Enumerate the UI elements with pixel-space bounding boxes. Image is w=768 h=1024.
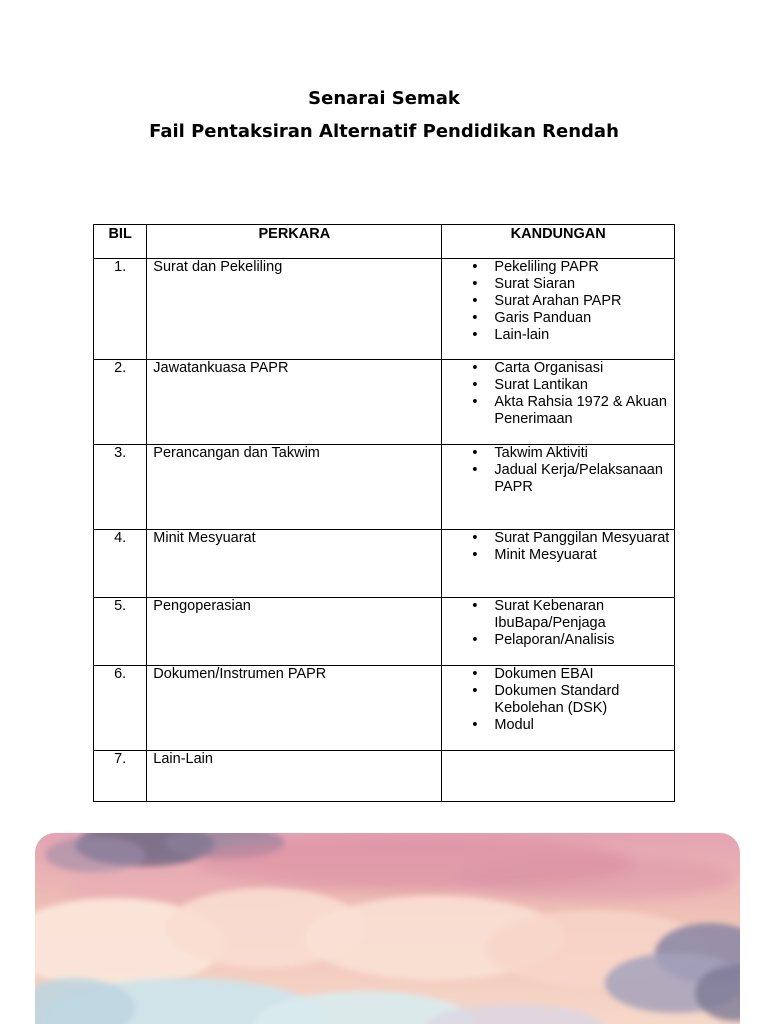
- cell-perkara: Perancangan dan Takwim: [147, 445, 442, 530]
- list-item: • Lain-lain: [494, 327, 674, 344]
- document-subtitle: Fail Pentaksiran Alternatif Pendidikan Rendah: [149, 121, 619, 142]
- list-item: • Dokumen EBAI: [494, 666, 674, 683]
- list-item: • Surat Siaran: [494, 276, 674, 293]
- checklist-table: [93, 224, 675, 802]
- cell-bil: 2.: [94, 360, 147, 445]
- list-item: • Dokumen Standard Kebolehan (DSK): [494, 683, 674, 717]
- list-item: • Akta Rahsia 1972 & Akuan Penerimaan: [494, 394, 674, 428]
- content-list: [442, 259, 674, 344]
- cell-perkara: Pengoperasian: [147, 598, 442, 666]
- cell-bil: 6.: [94, 666, 147, 751]
- cell-perkara: Minit Mesyuarat: [147, 530, 442, 598]
- content-list: [442, 530, 674, 564]
- list-item: • Surat Lantikan: [494, 377, 674, 394]
- cell-perkara: Dokumen/Instrumen PAPR: [147, 666, 442, 751]
- table-row: [94, 666, 675, 751]
- cell-bil: 4.: [94, 530, 147, 598]
- content-list: [442, 360, 674, 428]
- cell-kandungan: [442, 530, 675, 598]
- table-row: [94, 360, 675, 445]
- list-item: • Takwim Aktiviti: [494, 445, 674, 462]
- document-title: Senarai Semak: [308, 88, 460, 109]
- table-header-row: [94, 225, 675, 259]
- content-list: [442, 598, 674, 649]
- cell-bil: 1.: [94, 259, 147, 360]
- cell-kandungan: [442, 445, 675, 530]
- list-item: • Surat Kebenaran IbuBapa/Penjaga: [494, 598, 674, 632]
- table-row: [94, 530, 675, 598]
- cell-kandungan: [442, 360, 675, 445]
- header-perkara: PERKARA: [147, 225, 442, 259]
- table-row: [94, 445, 675, 530]
- list-item: • Carta Organisasi: [494, 360, 674, 377]
- cell-perkara: Surat dan Pekeliling: [147, 259, 442, 360]
- list-item: • Modul: [494, 717, 674, 734]
- table-row: [94, 259, 675, 360]
- cell-kandungan: [442, 259, 675, 360]
- content-list: [442, 445, 674, 496]
- list-item: • Surat Arahan PAPR: [494, 293, 674, 310]
- list-item: • Surat Panggilan Mesyuarat: [494, 530, 674, 547]
- list-item: • Garis Panduan: [494, 310, 674, 327]
- cell-bil: 3.: [94, 445, 147, 530]
- cell-kandungan: [442, 751, 675, 802]
- header-bil: BIL: [94, 225, 147, 259]
- list-item: • Minit Mesyuarat: [494, 547, 674, 564]
- content-list: [442, 666, 674, 734]
- cell-kandungan: [442, 666, 675, 751]
- cell-perkara: Lain-Lain: [147, 751, 442, 802]
- cell-kandungan: [442, 598, 675, 666]
- table-row: [94, 751, 675, 802]
- cell-bil: 5.: [94, 598, 147, 666]
- list-item: • Pelaporan/Analisis: [494, 632, 674, 649]
- list-item: • Jadual Kerja/Pelaksanaan PAPR: [494, 462, 674, 496]
- watercolor-clouds-image: [35, 833, 740, 1024]
- header-kandungan: KANDUNGAN: [442, 225, 675, 259]
- list-item: • Pekeliling PAPR: [494, 259, 674, 276]
- cell-perkara: Jawatankuasa PAPR: [147, 360, 442, 445]
- table-row: [94, 598, 675, 666]
- cell-bil: 7.: [94, 751, 147, 802]
